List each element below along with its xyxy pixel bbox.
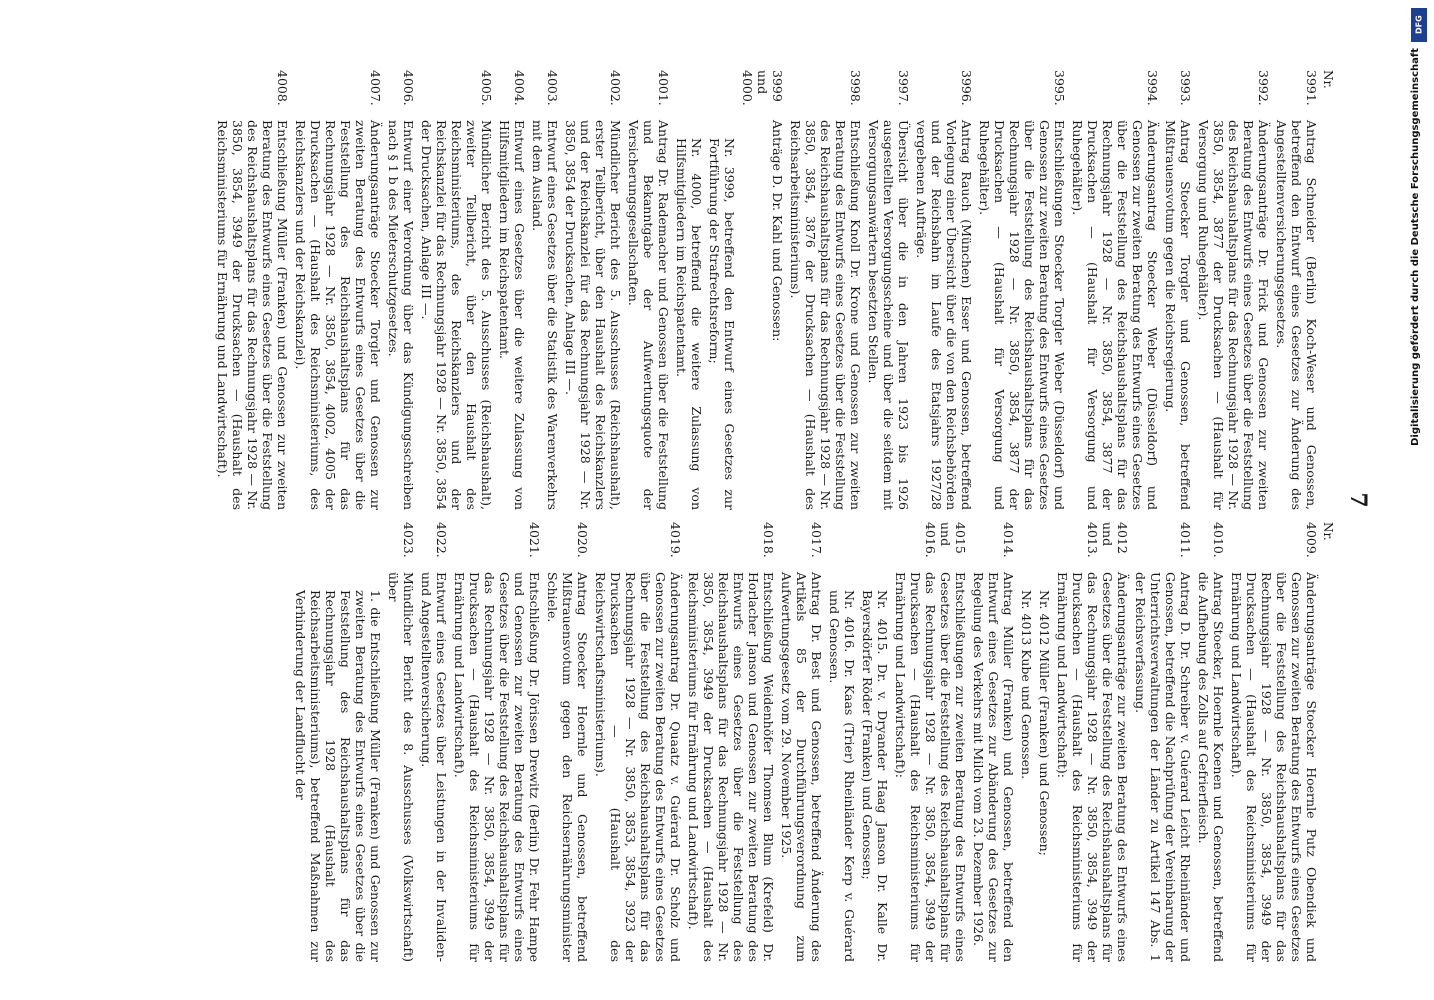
entry-text: Nr. 4000, betreffend die weitere Zulassung von Hilfsmitgliedern im Reichspatentamt. — [674, 138, 704, 510]
document-entry — [971, 522, 1016, 962]
document-entry — [545, 522, 590, 962]
page-number: 7 — [1345, 492, 1371, 508]
entry-number: 3994. — [1145, 70, 1160, 106]
entry-number: 3993. — [1178, 70, 1193, 106]
entry-number: 4022. — [434, 522, 449, 558]
document-entry — [914, 70, 974, 510]
entry-text: Änderungsanträge Stoecker Torgler und Genossen zur zweiten Beratung des Entwurfs eines Gesetzes über die Feststellung des Reichshaushaltsplans für das Rechnungsjahr 1928 — Nr. 3850, 3854, 4002, 4005 der Drucksachen — (Haushalt des Reichsministeriums, des Reichskanzlers und der Reichskanzlei). — [293, 120, 383, 510]
document-entry — [827, 522, 857, 962]
entry-text: Entschließungen zur zweiten Beratung des Entwurfs eines Gesetzes über die Feststellung des Reichshaushaltsplans für das Rechnungsjahr 1928 — Nr. 3850, 3854, 3949 der Drucksachen — (Haushalt des Reichsministeriums für Ernährung und Landwirtschaft): — [893, 572, 968, 962]
entry-text: Nr. 4016. Dr. Kaas (Trier) Rheinländer Kerp v. Guérard und Genossen. — [827, 590, 857, 962]
entry-text: Änderungsanträge zur zweiten Beratung des Entwurfs eines Gesetzes über die Feststellung des Reichshaushaltsplans für das Rechnungsjahr 1928 — Nr. 3850, 3854, 3949 der Drucksachen — (Haushalt des Reichsministeriums für Ernährung und Landwirtschaft): — [1055, 572, 1130, 962]
document-entry — [1196, 70, 1271, 510]
entry-text: Entwurf eines Gesetzes über Leistungen in der Invaliden- und Angestelltenversicherung. — [419, 572, 449, 962]
entry-number: 4011. — [1178, 522, 1193, 558]
dfg-logo: DFG — [1411, 8, 1427, 42]
entry-text: Änderungsantrag Stoecker Weber (Düsseldorf) und Genossen zur zweiten Beratung des Entwurfs eines Gesetzes über die Feststellung des Reichshaushaltsplans für das Rechnungsjahr 1928 — Nr. 3850, 3854, 3877 der Drucksachen — (Haushalt für Versorgung und Ruhegehälter). — [1070, 120, 1160, 510]
entry-number: 4010. — [1211, 522, 1226, 558]
document-entry — [215, 70, 290, 510]
entry-number: 4004. — [512, 70, 527, 106]
right-entry-list — [293, 522, 1319, 962]
document-entry — [497, 70, 527, 510]
entry-text: Entschließung Weidenhöfer Thomsen Blum (Krefeld) Dr. Horlacher Janson und Genossen zur zweiten Beratung des Entwurfs eines Gesetzes über die Feststellung des Reichshaushaltsplans für das Rechnungsjahr 1928 — Nr. 3850, 3854, 3949 der Drucksachen — (Haushalt des Reichsministeriums für Ernährung und Landwirtschaft). — [686, 572, 776, 962]
entry-number: 3997. — [896, 70, 911, 106]
entry-number: 4002. — [608, 70, 623, 106]
entry-number: 4021. — [527, 522, 542, 558]
entry-text: 1. die Entschließung Müller (Franken) und Genossen zur zweiten Beratung des Entwurfs eines Gesetzes über die Feststellung des Reichshaushaltsplans für das Rechnungsjahr 1928 (Haushalt des Reichsarbeitsministeriums), betreffend Maßnahmen zur Verhinderung der Landflucht der — [293, 590, 383, 962]
entry-number: 4003. — [545, 70, 560, 106]
entry-text: Übersicht über die in den Jahren 1923 bis 1926 ausgestellten Versorgungsscheine und über die seitdem mit Versorgungsanwärtern besetzten Stellen. — [866, 120, 911, 510]
document-entry — [779, 522, 824, 962]
document-entry — [686, 522, 776, 962]
entry-number: 4019. — [668, 522, 683, 558]
rotated-document-page — [140, 40, 1375, 960]
document-entry — [788, 70, 863, 510]
entry-number: 4014. — [1001, 522, 1016, 558]
left-column — [155, 70, 1335, 510]
document-entry — [530, 70, 560, 510]
document-entry — [293, 522, 383, 962]
entry-number: 3998. — [848, 70, 863, 106]
entry-text: Mündlicher Bericht des 5. Ausschusses (Reichshaushalt), zweiter Teilbericht, über den Haushalt des Reichsministeriums, des Reichskanzlers und der Reichskanzlei für das Rechnungsjahr 1928 — Nr. 3850, 3854 der Drucksachen, Anlage III —. — [419, 120, 494, 510]
document-entry — [1229, 522, 1319, 962]
entry-text: Anträge D. Dr. Kahl und Genossen: — [770, 120, 785, 342]
document-entry — [977, 70, 1067, 510]
entry-text: Mündlicher Bericht des 5. Ausschusses (Reichshaushalt), erster Teilbericht, über den Haushalt des Reichskanzlers und der Reichskanzlei für das Rechnungsjahr 1928 — Nr. 3850, 3854 der Drucksachen, Anlage III —. — [563, 120, 623, 510]
entry-number: 4005. — [479, 70, 494, 106]
document-entry — [1070, 70, 1160, 510]
entry-text: Entschließung Knoll Dr. Krone und Genossen zur zweiten Beratung des Entwurfs eines Gesetzes über die Feststellung des Reichshaushaltsplans für das Rechnungsjahr 1928 — Nr. 3850, 3854, 3876 der Drucksachen — (Haushalt des Reichsarbeitsministeriums). — [788, 120, 863, 510]
entry-text: Nr. 4013 Kube und Genossen. — [1019, 590, 1034, 780]
document-entry — [1037, 522, 1052, 962]
entry-text: Entwurf einer Verordnung über das Kündigungsschreiben nach § 1 b des Mieterschutzgesetzes. — [386, 120, 416, 510]
document-entry — [386, 522, 416, 962]
document-entry — [386, 70, 416, 510]
entry-number: 4015 und 4016. — [923, 522, 968, 558]
document-entry — [593, 522, 683, 962]
entry-text: Entwurf eines Gesetzes über die Statistik des Warenverkehrs mit dem Ausland. — [530, 120, 560, 510]
document-entry — [740, 70, 785, 510]
entry-number: 4018. — [761, 522, 776, 558]
entry-text: Antrag Stoecker, Hoernle Koenen und Genossen, betreffend die Aufhebung des Zolls auf Gefrierfleisch. — [1196, 572, 1226, 962]
entry-text: Antrag Schneider (Berlin) Koch-Weser und Genossen, betreffend den Entwurf eines Gesetzes zur Änderung des Angestelltenversicherungsgesetzes. — [1274, 120, 1319, 510]
entry-number: 4020. — [575, 522, 590, 558]
entry-number: 4008. — [275, 70, 290, 106]
document-entry — [419, 522, 449, 962]
document-entry — [1055, 522, 1130, 962]
entry-text: Mündlicher Bericht des 8. Ausschusses (Volkswirtschaft) über — [386, 572, 416, 962]
document-entry — [419, 70, 494, 510]
entry-text: Antrag Dr. Best und Genossen, betreffend Änderung des Artikels 85 der Durchführungsverordnung zum Aufwertungsgesetz vom 29. November 1925. — [779, 572, 824, 962]
entry-number: 4001. — [656, 70, 671, 106]
entry-text: Nr. 4012 Müller (Franken) und Genossen; — [1037, 590, 1052, 856]
entry-text: Antrag Stoecker Torgler und Genossen, betreffend Mißtrauensvotum gegen die Reichsregierung. — [1163, 120, 1193, 510]
entry-text: Änderungsanträge Stoecker Hoernle Putz Obendiek und Genossen zur zweiten Beratung des Entwurfs eines Gesetzes über die Feststellung des Reichshaushaltsplans für das Rechnungsjahr 1928 — Nr. 3850, 3854, 3949 der Drucksachen — (Haushalt des Reichsministeriums für Ernährung und Landwirtschaft). — [1229, 572, 1319, 962]
digitization-credit — [1410, 8, 1428, 992]
entry-text: Antrag Müller (Franken) und Genossen, betreffend den Entwurf eines Gesetzes zur Abänderung des Gesetzes zur Regelung des Verkehrs mit Milch vom 23. Dezember 1926. — [971, 572, 1016, 962]
column-header: Nr. — [1321, 70, 1335, 89]
entry-text: Entschließung Dr. Jörissen Drewitz (Berlin) Dr. Fehr Hampe und Genossen zur zweiten Beratung des Entwurfs eines Gesetzes über die Feststellung des Reichshaushaltsplans für das Rechnungsjahr 1928 — Nr. 3850, 3854, 3949 der Drucksachen — (Haushalt des Reichsministeriums für Ernährung und Landwirtschaft). — [452, 572, 542, 962]
entry-number: 4007. — [368, 70, 383, 106]
entry-number: 4023. — [401, 522, 416, 558]
document-entry — [860, 522, 890, 962]
entry-text: Antrag Stoecker Hoernle und Genossen, betreffend Mißtrauensvotum gegen den Reichsernährungsminister Schiele. — [545, 572, 590, 962]
entry-text: Antrag D. Dr. Schreiber v. Guérard Leicht Rheinländer und Genossen, betreffend die Nachprüfung der Vereinbarung der Unterrichtsverwaltungen der Länder zu Artikel 147 Abs. 1 der Reichsverfassung. — [1133, 572, 1193, 962]
entry-text: Änderungsantrag Dr. Quaatz v. Guérard Dr. Scholz und Genossen zur zweiten Beratung des Entwurfs eines Gesetzes über die Feststellung des Reichshaushaltsplans für das Rechnungsjahr 1928 — Nr. 3850, 3853, 3854, 3923 der Drucksachen — (Haushalt des Reichswirtschaftsministeriums). — [593, 572, 683, 962]
left-entry-list — [215, 70, 1319, 510]
entry-number: 3995. — [1052, 70, 1067, 106]
entry-number: 4006. — [401, 70, 416, 106]
document-entry — [293, 70, 383, 510]
document-entry — [1133, 522, 1193, 962]
entry-number: 4012 und 4013. — [1085, 522, 1130, 558]
right-column — [155, 522, 1335, 962]
entry-number: 4017. — [809, 522, 824, 558]
document-entry — [563, 70, 623, 510]
entry-number: 3999 und 4000. — [740, 70, 785, 106]
entry-text: Antrag Dr. Rademacher und Genossen über die Feststellung und Bekanntgabe der Aufwertungsquote der Versicherungsgesellschaften. — [626, 120, 671, 510]
entry-text: Nr. 3999, betreffend den Entwurf eines Gesetzes zur Fortführung der Strafrechtsreform; — [707, 138, 737, 510]
entry-number: 4009. — [1304, 522, 1319, 558]
document-entry — [452, 522, 542, 962]
entry-text: Antrag Rauch (München) Esser und Genossen, betreffend Vorlegung einer Übersicht über die von den Reichsbehörden und der Reichsbahn im Laufe des Etatsjahrs 1927/28 vergebenen Aufträge. — [914, 120, 974, 510]
entry-text: Entwurf eines Gesetzes über die weitere Zulassung von Hilfsmitgliedern im Reichspatentamt. — [497, 120, 527, 510]
entry-text: Entschließungen Stoecker Torgler Weber (Düsseldorf) und Genossen zur zweiten Beratung des Entwurfs eines Gesetzes über die Feststellung des Reichshaushaltsplans für das Rechnungsjahr 1928 — Nr. 3850, 3854, 3877 der Drucksachen — (Haushalt für Versorgung und Ruhegehälter). — [977, 120, 1067, 510]
document-entry — [1019, 522, 1034, 962]
entry-number: 3991. — [1304, 70, 1319, 106]
digitization-caption: Digitalisierung gefördert durch die Deutsche Forschungsgemeinschaft — [1410, 48, 1421, 446]
entry-text: Nr. 4015. Dr. v. Dryander Haag Janson Dr. Kalle Dr. Bayersdörfer Röder (Franken) und Genossen; — [860, 590, 890, 962]
document-entry — [1196, 522, 1226, 962]
column-header: Nr. — [1321, 522, 1335, 541]
document-entry — [674, 70, 704, 510]
entry-number: 3996. — [959, 70, 974, 106]
document-entry — [866, 70, 911, 510]
document-entry — [893, 522, 968, 962]
document-entry — [1163, 70, 1193, 510]
entry-text: Änderungsanträge Dr. Frick und Genossen zur zweiten Beratung des Entwurfs eines Gesetzes über die Feststellung des Reichshaushaltsplans für das Rechnungsjahr 1928 — Nr. 3850, 3854, 3877 der Drucksachen — (Haushalt für Versorgung und Ruhegehälter). — [1196, 120, 1271, 510]
entry-number: 3992. — [1256, 70, 1271, 106]
document-entry — [1274, 70, 1319, 510]
document-entry — [626, 70, 671, 510]
entry-text: Entschließung Müller (Franken) und Genossen zur zweiten Beratung des Entwurfs eines Gesetzes über die Feststellung des Reichshaushaltsplans für das Rechnungsjahr 1928 — Nr. 3850, 3854, 3949 der Drucksachen — (Haushalt des Reichsministeriums für Ernährung und Landwirtschaft). — [215, 120, 290, 510]
document-entry — [707, 70, 737, 510]
